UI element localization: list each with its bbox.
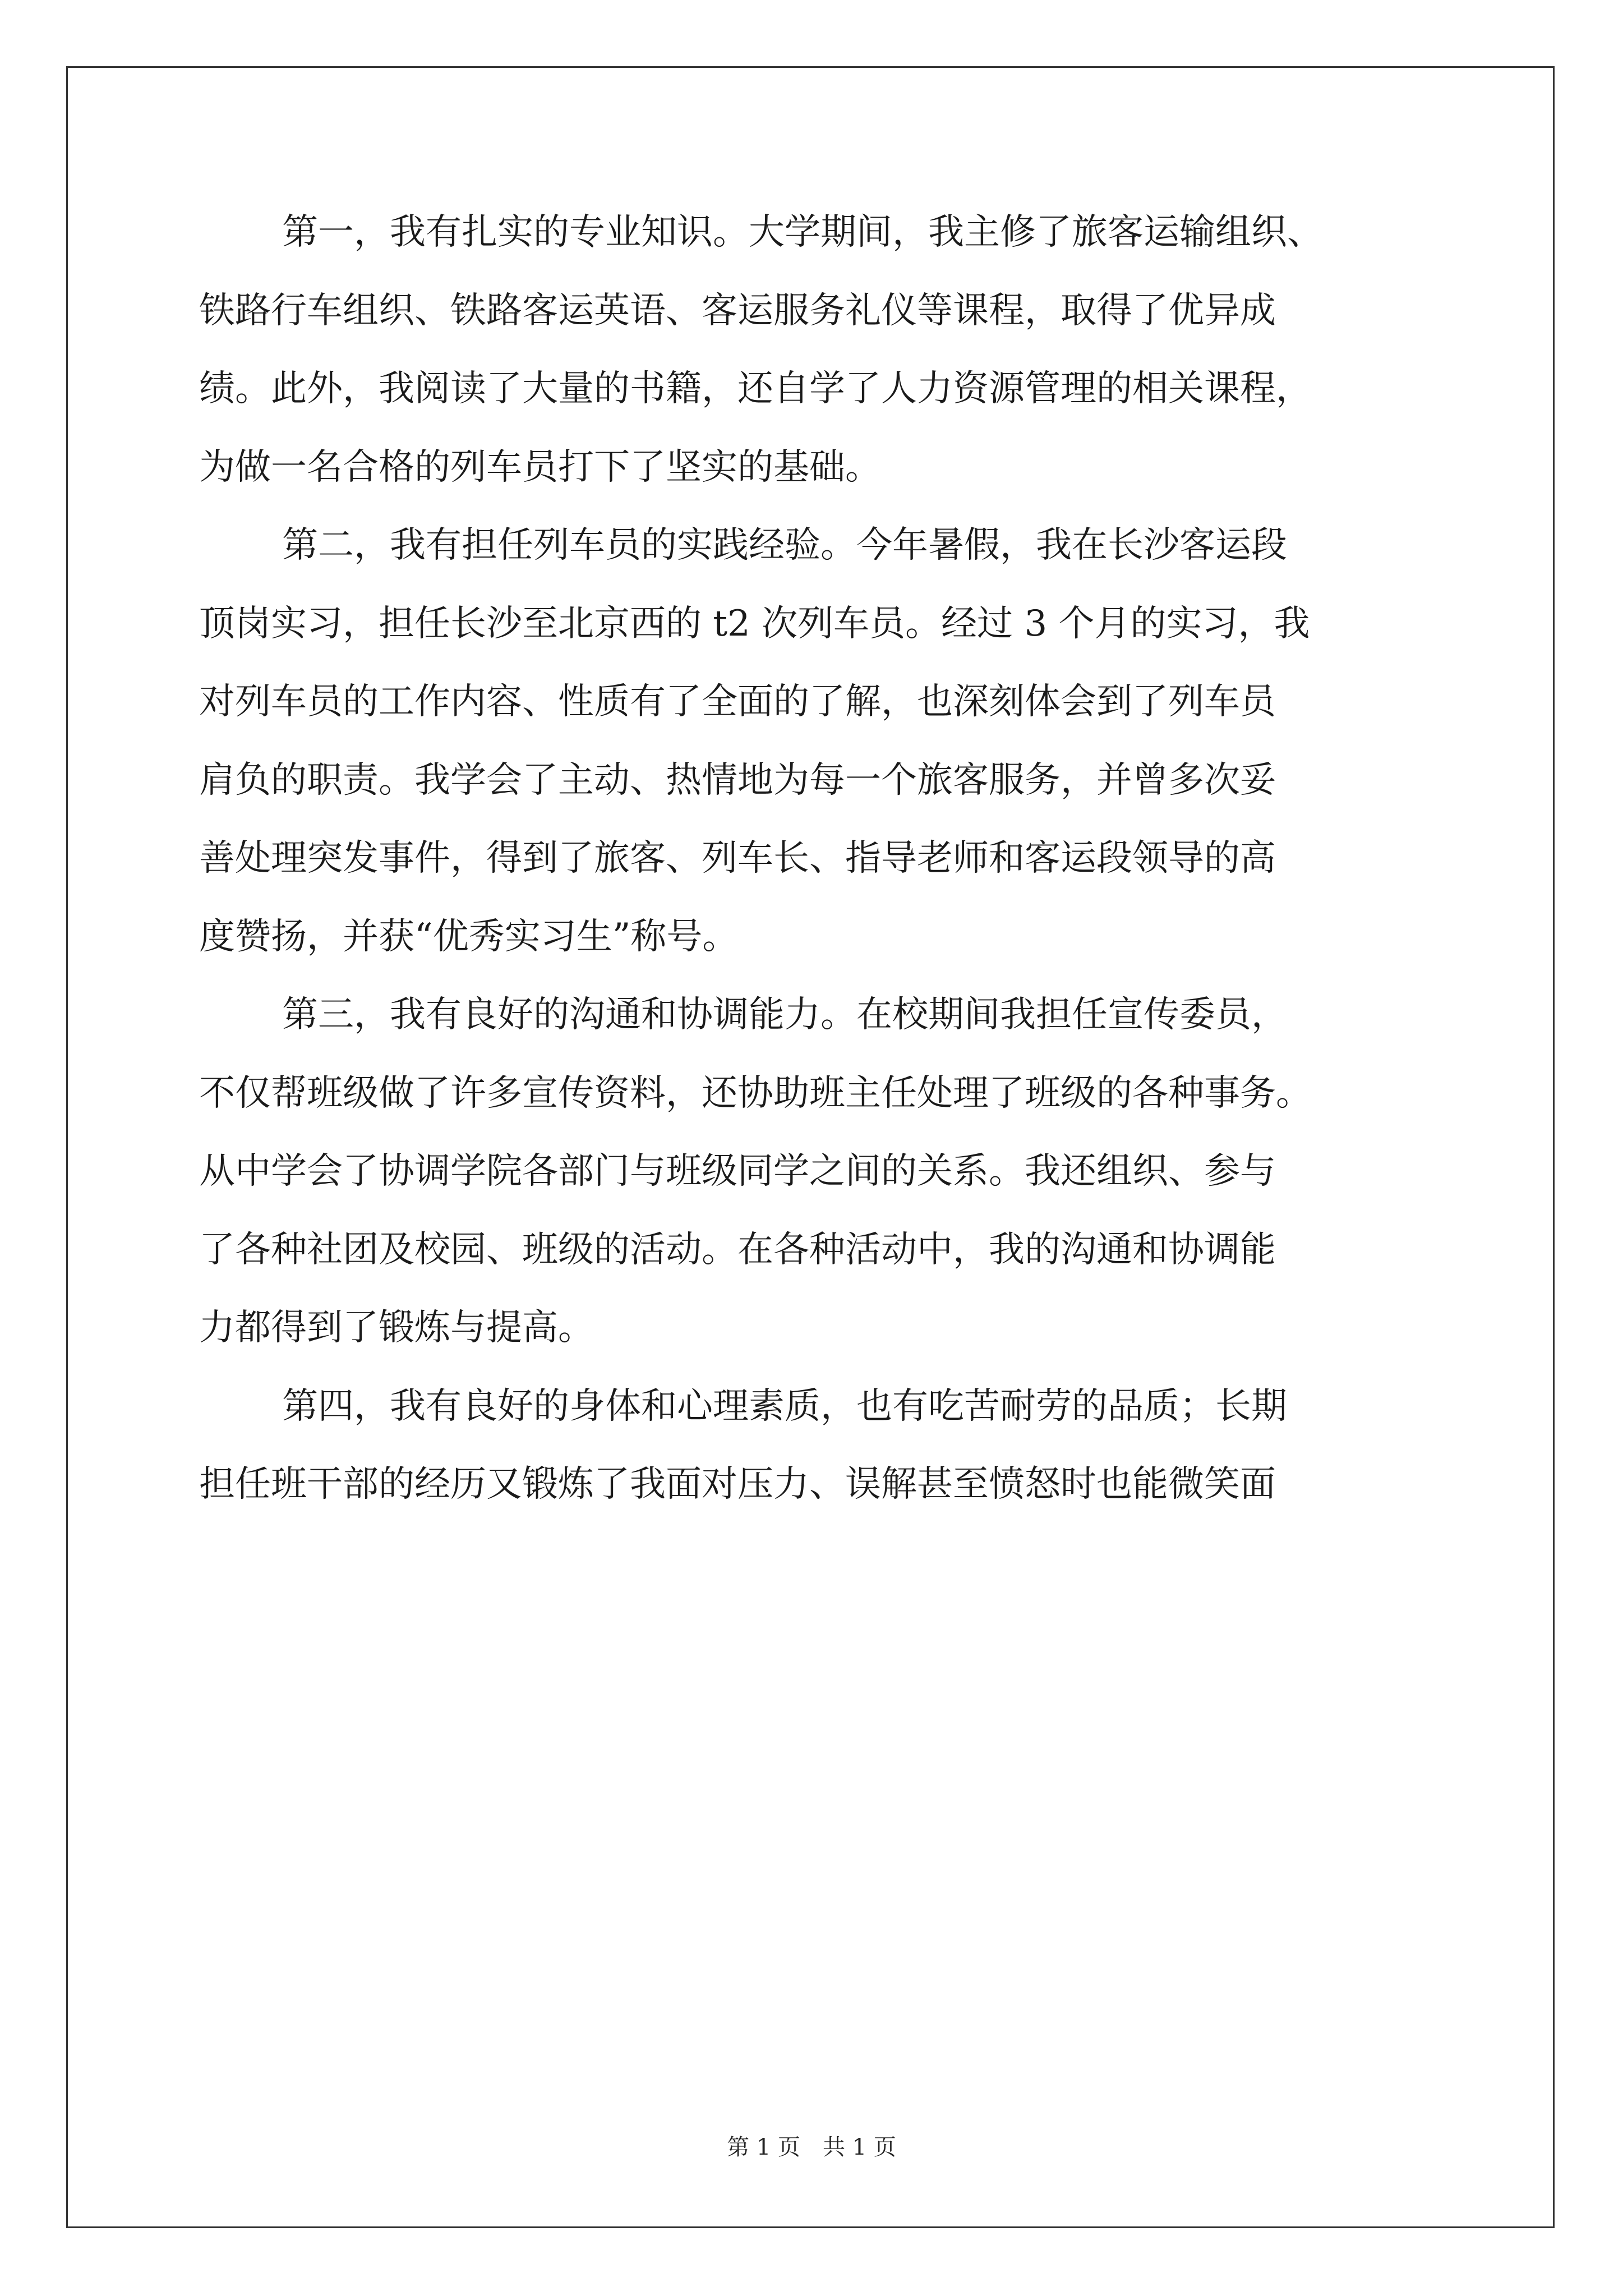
paragraph-line: 为做一名合格的列车员打下了坚实的基础。 (199, 446, 881, 488)
paragraph-line: 了各种社团及校园、班级的活动。在各种活动中，我的沟通和协调能 (199, 1228, 1276, 1271)
page-number: 第 1 页 (727, 2134, 800, 2160)
paragraph-line: 第二，我有担任列车员的实践经验。今年暑假，我在长沙客运段 (282, 524, 1287, 566)
paragraph-line: 第四，我有良好的身体和心理素质，也有吃苦耐劳的品质；长期 (282, 1385, 1287, 1427)
paragraph-line: 铁路行车组织、铁路客运英语、客运服务礼仪等课程，取得了优异成 (199, 289, 1276, 332)
page-total: 共 1 页 (823, 2134, 896, 2160)
paragraph-line: 不仅帮班级做了许多宣传资料，还协助班主任处理了班级的各种事务。 (199, 1072, 1312, 1114)
page-footer (0, 2132, 1623, 2163)
paragraph-line: 绩。此外，我阅读了大量的书籍，还自学了人力资源管理的相关课程， (199, 368, 1312, 409)
paragraph-line: 对列车员的工作内容、性质有了全面的了解，也深刻体会到了列车员 (199, 681, 1276, 723)
paragraph-line: 肩负的职责。我学会了主动、热情地为每一个旅客服务，并曾多次妥 (199, 759, 1276, 801)
paragraph-line: 从中学会了协调学院各部门与班级同学之间的关系。我还组织、参与 (199, 1151, 1276, 1192)
paragraph-line: 度赞扬，并获“优秀实习生”称号。 (199, 915, 739, 958)
document-body (199, 194, 1433, 1524)
paragraph-line: 顶岗实习，担任长沙至北京西的 t2 次列车员。经过 3 个月的实习，我 (199, 602, 1310, 645)
paragraph-line: 力都得到了锻炼与提高。 (199, 1307, 594, 1349)
paragraph-line: 担任班干部的经历又锻炼了我面对压力、误解甚至愤怒时也能微笑面 (199, 1464, 1276, 1505)
paragraph-line: 善处理突发事件，得到了旅客、列车长、指导老师和客运段领导的高 (199, 838, 1276, 879)
paragraph-line: 第一，我有扎实的专业知识。大学期间，我主修了旅客运输组织、 (282, 211, 1323, 253)
paragraph-line: 第三，我有良好的沟通和协调能力。在校期间我担任宣传委员， (282, 994, 1287, 1036)
